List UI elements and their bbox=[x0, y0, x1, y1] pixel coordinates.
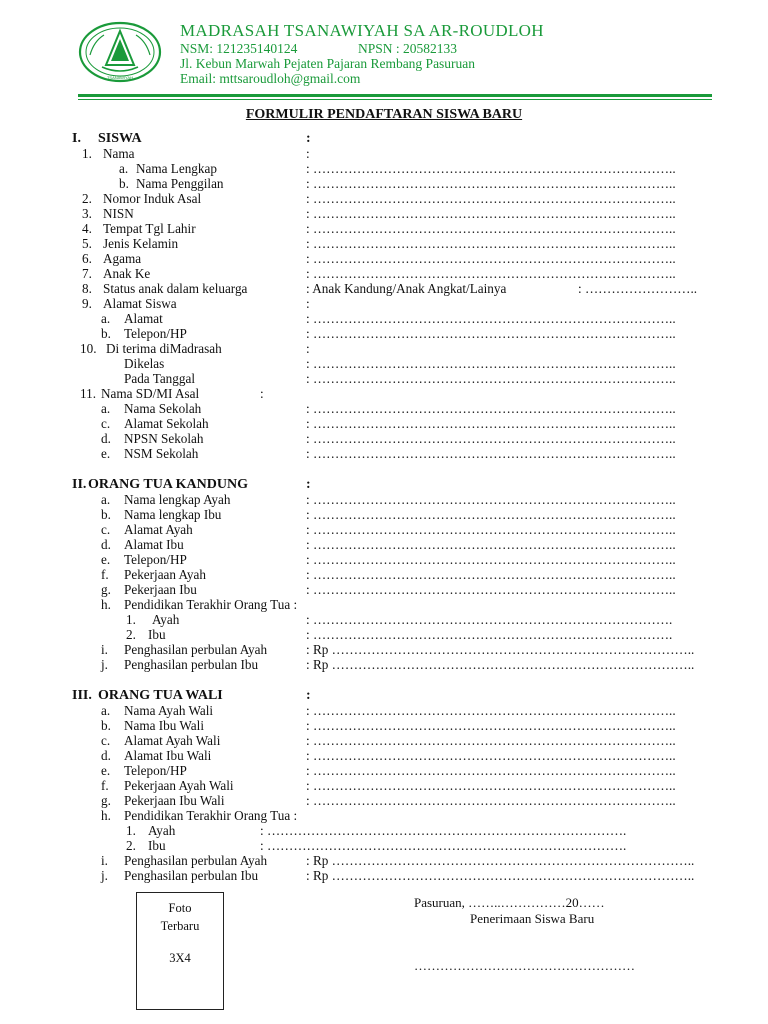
photo-sublabel: Terbaru bbox=[160, 919, 200, 933]
row-value-field[interactable]: : ……………………………………………………………………….. bbox=[306, 703, 676, 718]
row-label: NSM Sekolah bbox=[124, 446, 199, 461]
row-label: Di terima diMadrasah bbox=[106, 341, 222, 356]
row-value-field[interactable]: : bbox=[306, 296, 310, 311]
row-label: Nama Lengkap bbox=[136, 161, 217, 176]
form-row bbox=[0, 537, 768, 552]
signature-line: …………………………………………… bbox=[414, 958, 635, 973]
form-row bbox=[0, 838, 768, 853]
row-value-field[interactable]: : ……………………………………………………………………….. bbox=[306, 191, 676, 206]
row-number: 3. bbox=[82, 206, 92, 221]
row-value-field[interactable]: : bbox=[306, 131, 311, 146]
row-number: 1. bbox=[126, 612, 136, 627]
form-row bbox=[0, 281, 768, 296]
row-label: Anak Ke bbox=[103, 266, 151, 281]
form-row bbox=[0, 221, 768, 236]
row-value-field[interactable]: : bbox=[306, 341, 310, 356]
row-label: ORANG TUA WALI bbox=[98, 688, 223, 703]
row-value-field[interactable]: : ……………………………………………………………………….. bbox=[306, 522, 676, 537]
row-value-field[interactable]: : ……………………………………………………………………….. bbox=[306, 266, 676, 281]
row-number: 6. bbox=[82, 251, 92, 266]
row-label: NISN bbox=[103, 206, 134, 221]
form-row bbox=[0, 446, 768, 461]
row-label: ORANG TUA KANDUNG bbox=[88, 477, 248, 492]
row-label: Pekerjaan Ayah Wali bbox=[124, 778, 234, 793]
row-number: e. bbox=[101, 446, 111, 461]
row-number: a. bbox=[101, 311, 111, 326]
row-label: Nama lengkap Ayah bbox=[124, 492, 231, 507]
row-value-field[interactable]: : bbox=[306, 688, 311, 703]
row-label: Ayah bbox=[152, 612, 180, 627]
row-label: Pada Tanggal bbox=[124, 371, 195, 386]
row-number: 1. bbox=[82, 146, 92, 161]
row-value-field[interactable]: : ………………………………………………………………………. bbox=[306, 627, 673, 642]
form-row bbox=[0, 597, 768, 612]
row-label: Pendidikan Terakhir Orang Tua : bbox=[124, 808, 298, 823]
header-divider-thick bbox=[78, 94, 712, 97]
form-row bbox=[0, 431, 768, 446]
row-number: 9. bbox=[82, 296, 92, 311]
row-label: Ibu bbox=[148, 627, 166, 642]
row-number: 4. bbox=[82, 221, 92, 236]
row-number: a. bbox=[119, 161, 129, 176]
form-row bbox=[0, 401, 768, 416]
form-row bbox=[0, 823, 768, 838]
school-npsn: NPSN : 20582133 bbox=[358, 41, 458, 56]
row-label: Dikelas bbox=[124, 356, 165, 371]
row-number: j. bbox=[101, 868, 108, 883]
row-value-field[interactable]: : ……………………………………………………………………….. bbox=[306, 176, 676, 191]
row-value-field[interactable]: : ……………………………………………………………………….. bbox=[306, 507, 676, 522]
form-row bbox=[0, 703, 768, 718]
row-label: Tempat Tgl Lahir bbox=[103, 221, 196, 236]
row-label: Agama bbox=[103, 251, 142, 266]
form-row bbox=[0, 311, 768, 326]
row-value-field[interactable]: : ……………………………………………………………………….. bbox=[306, 161, 676, 176]
form-row bbox=[0, 251, 768, 266]
row-value-field[interactable]: : ……………………………………………………………………….. bbox=[306, 567, 676, 582]
form-row bbox=[0, 808, 768, 823]
row-number: d. bbox=[101, 431, 111, 446]
row-label: Ibu bbox=[148, 838, 166, 853]
row-value-field[interactable]: : ……………………………………………………………………….. bbox=[306, 206, 676, 221]
row-value-field[interactable]: : Rp ……………………………………………………………………….. bbox=[306, 853, 695, 868]
school-address: Jl. Kebun Marwah Pejaten Pajaran Rembang Pasuruan bbox=[180, 56, 476, 71]
row-number: 1. bbox=[126, 823, 136, 838]
row-number: d. bbox=[101, 537, 111, 552]
row-value-field[interactable]: : ………………………………………………………………………. bbox=[260, 838, 627, 853]
row-value-field[interactable]: : ……………………………………………………………………….. bbox=[306, 537, 676, 552]
row-label: Alamat Ibu Wali bbox=[124, 748, 212, 763]
row-value-field[interactable]: : ……………………………………………………………………….. bbox=[306, 356, 676, 371]
form-row bbox=[0, 416, 768, 431]
form-row bbox=[0, 582, 768, 597]
form-row bbox=[0, 341, 768, 356]
form-row bbox=[0, 386, 768, 401]
form-row bbox=[0, 161, 768, 176]
row-value-field[interactable]: : Rp ……………………………………………………………………….. bbox=[306, 657, 695, 672]
row-value-field[interactable]: : ……………………………………………………………………….. bbox=[306, 748, 676, 763]
row-label: Telepon/HP bbox=[124, 552, 187, 567]
photo-size: 3X4 bbox=[169, 951, 191, 965]
row-number: 5. bbox=[82, 236, 92, 251]
row-number: 10. bbox=[80, 341, 97, 356]
row-label: Ayah bbox=[148, 823, 176, 838]
section-heading bbox=[0, 688, 768, 703]
form-row bbox=[0, 146, 768, 161]
row-number: h. bbox=[101, 597, 111, 612]
form-row bbox=[0, 176, 768, 191]
row-number: b. bbox=[101, 326, 111, 341]
row-label: Penghasilan perbulan Ibu bbox=[124, 868, 259, 883]
row-label: Pekerjaan Ibu Wali bbox=[124, 793, 225, 808]
form-row bbox=[0, 793, 768, 808]
row-number: f. bbox=[101, 567, 109, 582]
row-extra-field[interactable]: : …………………….. bbox=[578, 281, 698, 296]
form-row bbox=[0, 748, 768, 763]
photo-box bbox=[136, 892, 224, 1010]
row-number: f. bbox=[101, 778, 109, 793]
row-value-field[interactable]: : Rp ……………………………………………………………………….. bbox=[306, 868, 695, 883]
row-label: Nama Ibu Wali bbox=[124, 718, 204, 733]
signature-role: Penerimaan Siswa Baru bbox=[470, 911, 595, 926]
row-value-field[interactable]: : ………………………………………………………………………. bbox=[260, 823, 627, 838]
row-label: Telepon/HP bbox=[124, 326, 187, 341]
row-value-field[interactable]: : ……………………………………………………………………….. bbox=[306, 733, 676, 748]
row-label: Penghasilan perbulan Ayah bbox=[124, 853, 268, 868]
row-value-field[interactable]: : bbox=[260, 386, 264, 401]
row-value-field[interactable]: : ………………………………………………………………………. bbox=[306, 612, 673, 627]
form-row bbox=[0, 191, 768, 206]
row-value-field[interactable]: : ……………………………………………………………………….. bbox=[306, 251, 676, 266]
row-number: h. bbox=[101, 808, 111, 823]
form-row bbox=[0, 371, 768, 386]
row-label: NPSN Sekolah bbox=[124, 431, 204, 446]
form-row bbox=[0, 266, 768, 281]
row-value-field[interactable]: : ……………………………………………………………………….. bbox=[306, 552, 676, 567]
form-row bbox=[0, 642, 768, 657]
row-number: e. bbox=[101, 552, 111, 567]
row-number: a. bbox=[101, 401, 111, 416]
row-number: II. bbox=[72, 477, 87, 492]
row-number: 11. bbox=[80, 386, 96, 401]
form-row bbox=[0, 296, 768, 311]
row-label: Alamat Sekolah bbox=[124, 416, 209, 431]
row-number: I. bbox=[72, 131, 81, 146]
row-label: Alamat bbox=[124, 311, 163, 326]
form-title: FORMULIR PENDAFTARAN SISWA BARU bbox=[245, 107, 523, 122]
row-number: 8. bbox=[82, 281, 92, 296]
section-heading bbox=[0, 477, 768, 492]
photo-label: Foto bbox=[168, 901, 192, 915]
row-label: Alamat Ibu bbox=[124, 537, 184, 552]
form-row bbox=[0, 612, 768, 627]
header-divider-thin bbox=[78, 99, 712, 100]
row-number: a. bbox=[101, 492, 111, 507]
row-number: 7. bbox=[82, 266, 92, 281]
form-row bbox=[0, 718, 768, 733]
row-label: Pekerjaan Ayah bbox=[124, 567, 206, 582]
form-row bbox=[0, 326, 768, 341]
row-label: Alamat Ayah bbox=[124, 522, 193, 537]
row-label: Penghasilan perbulan Ayah bbox=[124, 642, 268, 657]
form-row bbox=[0, 778, 768, 793]
row-number: c. bbox=[101, 733, 111, 748]
row-label: Alamat Ayah Wali bbox=[124, 733, 221, 748]
row-value-field[interactable]: : Anak Kandung/Anak Angkat/Lainya bbox=[306, 281, 507, 296]
school-nsm: NSM: 121235140124 bbox=[180, 41, 298, 56]
svg-text:TSANAWIYAH: TSANAWIYAH bbox=[106, 75, 134, 80]
row-number: j. bbox=[101, 657, 108, 672]
row-value-field[interactable]: : ……………………………………………………………………….. bbox=[306, 311, 676, 326]
form-row bbox=[0, 507, 768, 522]
row-label: Pendidikan Terakhir Orang Tua : bbox=[124, 597, 298, 612]
row-label: Nama SD/MI Asal bbox=[101, 386, 200, 401]
row-value-field[interactable]: : ……………………………………………………………………….. bbox=[306, 446, 676, 461]
row-number: g. bbox=[101, 793, 111, 808]
form-row bbox=[0, 853, 768, 868]
form-row bbox=[0, 356, 768, 371]
row-value-field[interactable]: : ……………………………………………………………………….. bbox=[306, 718, 676, 733]
row-value-field[interactable]: : ……………………………………………………………………….. bbox=[306, 416, 676, 431]
row-label: Nama Ayah Wali bbox=[124, 703, 214, 718]
row-label: Alamat Siswa bbox=[103, 296, 177, 311]
row-value-field[interactable]: : ……………………………………………………………………….. bbox=[306, 582, 676, 597]
row-label: Nama lengkap Ibu bbox=[124, 507, 222, 522]
section-heading bbox=[0, 131, 768, 146]
row-label: Nomor Induk Asal bbox=[103, 191, 202, 206]
row-value-field[interactable]: : ……………………………………………………………………….. bbox=[306, 778, 676, 793]
row-label: Penghasilan perbulan Ibu bbox=[124, 657, 259, 672]
row-value-field[interactable]: : ……………………………………………………………………….. bbox=[306, 221, 676, 236]
row-value-field[interactable]: : Rp ……………………………………………………………………….. bbox=[306, 642, 695, 657]
row-number: g. bbox=[101, 582, 111, 597]
row-value-field[interactable]: : ……………………………………………………………………….. bbox=[306, 236, 676, 251]
school-email: Email: mttsaroudloh@gmail.com bbox=[180, 71, 361, 86]
row-value-field[interactable]: : ……………………………………………………………………….. bbox=[306, 492, 676, 507]
row-number: a. bbox=[101, 703, 111, 718]
row-number: i. bbox=[101, 853, 108, 868]
row-number: 2. bbox=[126, 627, 136, 642]
form-row bbox=[0, 733, 768, 748]
row-value-field[interactable]: : ……………………………………………………………………….. bbox=[306, 401, 676, 416]
row-number: b. bbox=[119, 176, 129, 191]
row-value-field[interactable]: : ……………………………………………………………………….. bbox=[306, 371, 676, 386]
form-row bbox=[0, 206, 768, 221]
row-label: Telepon/HP bbox=[124, 763, 187, 778]
place-date: Pasuruan, ……..……………20…… bbox=[414, 895, 605, 910]
row-label: Status anak dalam keluarga bbox=[103, 281, 248, 296]
row-label: Pekerjaan Ibu bbox=[124, 582, 197, 597]
row-number: b. bbox=[101, 507, 111, 522]
school-name: MADRASAH TSANAWIYAH SA AR-ROUDLOH bbox=[180, 21, 544, 40]
row-number: c. bbox=[101, 416, 111, 431]
form-row bbox=[0, 763, 768, 778]
form-row bbox=[0, 868, 768, 883]
row-number: b. bbox=[101, 718, 111, 733]
row-value-field[interactable]: : ……………………………………………………………………….. bbox=[306, 763, 676, 778]
row-value-field[interactable]: : ……………………………………………………………………….. bbox=[306, 431, 676, 446]
row-label: Nama bbox=[103, 146, 135, 161]
row-label: Jenis Kelamin bbox=[103, 236, 179, 251]
row-number: d. bbox=[101, 748, 111, 763]
row-number: 2. bbox=[126, 838, 136, 853]
school-logo bbox=[78, 21, 162, 83]
form-row bbox=[0, 552, 768, 567]
row-value-field[interactable]: : ……………………………………………………………………….. bbox=[306, 793, 676, 808]
form-row bbox=[0, 236, 768, 251]
form-row bbox=[0, 627, 768, 642]
row-number: c. bbox=[101, 522, 111, 537]
form-row bbox=[0, 492, 768, 507]
row-number: i. bbox=[101, 642, 108, 657]
form-row bbox=[0, 657, 768, 672]
row-label: Nama Penggilan bbox=[136, 176, 224, 191]
row-label: Nama Sekolah bbox=[124, 401, 202, 416]
row-label: SISWA bbox=[98, 131, 142, 146]
row-value-field[interactable]: : bbox=[306, 146, 310, 161]
row-number: 2. bbox=[82, 191, 92, 206]
row-number: III. bbox=[72, 688, 92, 703]
form-row bbox=[0, 567, 768, 582]
row-value-field[interactable]: : ……………………………………………………………………….. bbox=[306, 326, 676, 341]
row-value-field[interactable]: : bbox=[306, 477, 311, 492]
row-number: e. bbox=[101, 763, 111, 778]
form-row bbox=[0, 522, 768, 537]
